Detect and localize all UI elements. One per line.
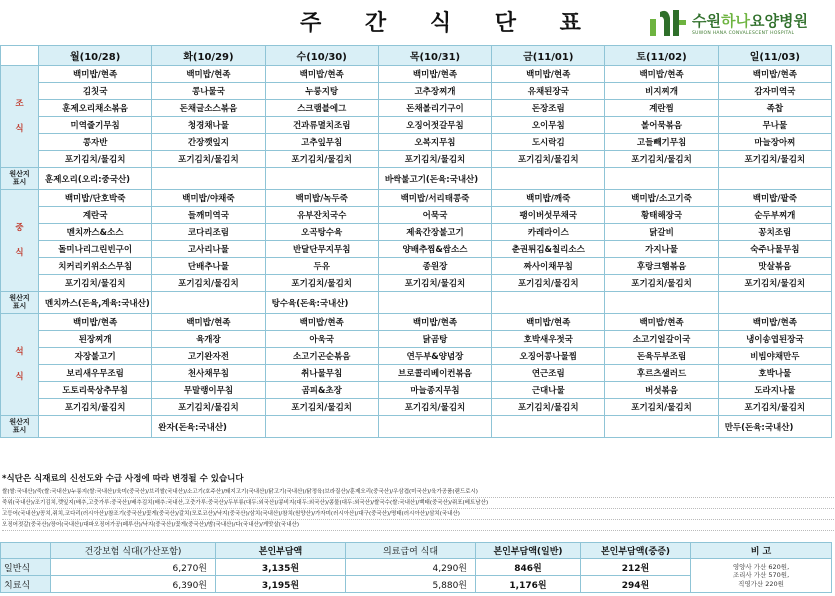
menu-item: 무나물: [718, 117, 831, 134]
menu-item: 된장찌개: [39, 331, 152, 348]
hospital-logo-icon: [648, 8, 688, 38]
day-header: 목(10/31): [378, 46, 491, 66]
page-title: 주 간 식 단 표: [300, 11, 599, 36]
menu-item: 오복지무침: [378, 134, 491, 151]
menu-item: 연두부&양념장: [378, 348, 491, 365]
menu-row: [1, 314, 832, 331]
origin-cell: 바싹불고기(돈육:국내산): [378, 168, 491, 190]
change-notice: *식단은 식재료의 신선도와 수급 사정에 따라 변경될 수 있습니다: [2, 474, 244, 484]
menu-item: 백미밥/서리태콩죽: [378, 190, 491, 207]
day-header-row: [1, 46, 832, 66]
day-header: 일(11/03): [718, 46, 831, 66]
menu-item: 코다리조림: [152, 224, 265, 241]
menu-item: 도토리묵상추무침: [39, 382, 152, 399]
menu-row: [1, 365, 832, 382]
breakfast-label: 조 식: [1, 66, 39, 168]
origin-cell: [265, 168, 378, 190]
menu-item: 고사리나물: [152, 241, 265, 258]
menu-item: 김칫국: [39, 83, 152, 100]
menu-row: [1, 134, 832, 151]
menu-row: [1, 66, 832, 83]
menu-item: 들깨미역국: [152, 207, 265, 224]
menu-item: 닭갈비: [605, 224, 718, 241]
menu-item: 짜사이채무침: [492, 258, 605, 275]
menu-item: 닭곰탕: [378, 331, 491, 348]
menu-item: 순두부찌개: [718, 207, 831, 224]
origin-cell: [605, 416, 718, 438]
menu-item: 무말랭이무침: [152, 382, 265, 399]
fee-row-label: 치료식: [1, 576, 51, 593]
menu-row: [1, 207, 832, 224]
origin-cell: [152, 168, 265, 190]
origin-cell: 만두(돈육:국내산): [718, 416, 831, 438]
menu-item: 콩자반: [39, 134, 152, 151]
origin-line: 오징어젓갈(중국산)/장어(국내산)/대파오징어가공(페루산)/낙지(중국산)/꽃게(중국산)/밤(국내산)/다(국내산)/게맛살(국내산): [2, 520, 834, 531]
origin-line: 죽위(국내산)/조기김치,깻잎지(배추,고춧가루:중국산)/배추김치(배추:국내산,고춧가루:중국산)/두부류(대두:외국산)/콩비지(대두:외국산)/콩물(대두:외국산)/쌀국수(쌀:국내산)/백태(중국산)/쥐포(베트남산): [2, 498, 834, 509]
menu-item: 소고기얼갈이국: [605, 331, 718, 348]
origin-cell: [718, 168, 831, 190]
menu-item: 포기김치/물김치: [265, 399, 378, 416]
fee-cell: 294원: [581, 576, 691, 593]
menu-item: 돌미나리그린빈구이: [39, 241, 152, 258]
origin-cell: [718, 292, 831, 314]
menu-item: 미역줄기무침: [39, 117, 152, 134]
menu-row: [1, 224, 832, 241]
origin-row: [1, 168, 832, 190]
menu-item: 브로콜리베이컨볶음: [378, 365, 491, 382]
day-header: 토(11/02): [605, 46, 718, 66]
menu-item: 후랑크햄볶음: [605, 258, 718, 275]
menu-item: 고들빼기무침: [605, 134, 718, 151]
menu-item: 백미밥/깨죽: [492, 190, 605, 207]
meal-fee-table: [0, 542, 832, 593]
menu-item: 가지나물: [605, 241, 718, 258]
menu-item: 호박나물: [718, 365, 831, 382]
menu-item: 황태해장국: [605, 207, 718, 224]
fee-row-label: 일반식: [1, 559, 51, 576]
menu-item: 감자미역국: [718, 83, 831, 100]
menu-item: 포기김치/물김치: [378, 151, 491, 168]
menu-item: 청경채나물: [152, 117, 265, 134]
origin-header: 원산지 표시: [1, 168, 39, 190]
menu-item: 팽이버섯무채국: [492, 207, 605, 224]
menu-item: 백미밥/녹두죽: [265, 190, 378, 207]
fee-cell: 212원: [581, 559, 691, 576]
fee-remark: 영양사 가산 620원, 조리사 가산 570원, 직영가산 220원: [691, 559, 832, 593]
menu-item: 스크램블에그: [265, 100, 378, 117]
menu-item: 포기김치/물김치: [39, 399, 152, 416]
menu-item: 백미밥/단호박죽: [39, 190, 152, 207]
origin-header: 원산지 표시: [1, 292, 39, 314]
origin-line: 쌀(쌀:국내산)/죽(쌀:국내산)/누룽지(쌀:국내산)/육미(중국산)/브리쌀(국내산)/소고기(호주산)/돼지고기(국내산)/닭고기(국내산)/닭정육(브라질산)/훈제오리(중국산)/우삼겹(미국산)/육가공품(랜드로시): [2, 487, 834, 498]
menu-item: 유부잔치국수: [265, 207, 378, 224]
origin-cell: 탕수육(돈육:국내산): [265, 292, 378, 314]
menu-item: 근대나물: [492, 382, 605, 399]
fee-cell: 3,135원: [216, 559, 346, 576]
menu-item: 계란국: [39, 207, 152, 224]
menu-row: [1, 382, 832, 399]
menu-item: 간장깻잎지: [152, 134, 265, 151]
menu-item: 오곡탕수육: [265, 224, 378, 241]
origin-cell: [265, 416, 378, 438]
menu-item: 백미밥/현족: [378, 314, 491, 331]
menu-item: 비지찌개: [605, 83, 718, 100]
menu-row: [1, 151, 832, 168]
menu-item: 소고기곤순볶음: [265, 348, 378, 365]
menu-item: 백미밥/현족: [39, 66, 152, 83]
menu-row: [1, 258, 832, 275]
menu-item: 백미밥/현족: [718, 66, 831, 83]
origin-cell: [492, 416, 605, 438]
menu-row: [1, 100, 832, 117]
menu-item: 포기김치/물김치: [378, 399, 491, 416]
menu-row: [1, 331, 832, 348]
menu-item: 연근조림: [492, 365, 605, 382]
origin-cell: [378, 292, 491, 314]
menu-item: 포기김치/물김치: [265, 151, 378, 168]
menu-item: 백미밥/현족: [605, 66, 718, 83]
lunch-label: 중 식: [1, 190, 39, 292]
menu-item: 유채된장국: [492, 83, 605, 100]
menu-item: 육개장: [152, 331, 265, 348]
ingredient-origin-list: [2, 487, 834, 531]
menu-item: 백미밥/현족: [152, 66, 265, 83]
fee-cell: 4,290원: [346, 559, 476, 576]
menu-item: 백미밥/소고기죽: [605, 190, 718, 207]
origin-cell: 완자(돈육:국내산): [152, 416, 265, 438]
menu-item: 비빔야채만두: [718, 348, 831, 365]
origin-header: 원산지 표시: [1, 416, 39, 438]
menu-item: 냉이송엽된장국: [718, 331, 831, 348]
menu-item: 반달단무지무침: [265, 241, 378, 258]
menu-item: 콩나물국: [152, 83, 265, 100]
menu-item: 포기김치/물김치: [492, 399, 605, 416]
fee-header: 비 고: [691, 543, 832, 559]
menu-item: 누룽지탕: [265, 83, 378, 100]
menu-item: 버섯볶음: [605, 382, 718, 399]
menu-item: 멘치까스&소스: [39, 224, 152, 241]
fee-cell: 846원: [476, 559, 581, 576]
menu-item: 카레라이스: [492, 224, 605, 241]
menu-item: 곰피&초장: [265, 382, 378, 399]
menu-item: 돈장조림: [492, 100, 605, 117]
origin-cell: [152, 292, 265, 314]
menu-item: 자장불고기: [39, 348, 152, 365]
fee-cell: 3,195원: [216, 576, 346, 593]
fee-cell: 6,270원: [51, 559, 216, 576]
menu-item: 취나물무침: [265, 365, 378, 382]
menu-item: 포기김치/물김치: [492, 275, 605, 292]
fee-header: 의료급여 식대: [346, 543, 476, 559]
menu-item: 천사채무침: [152, 365, 265, 382]
menu-item: 도시락김: [492, 134, 605, 151]
menu-item: 백미밥/팥죽: [718, 190, 831, 207]
menu-item: 보리새우무조림: [39, 365, 152, 382]
menu-item: 볼어묵볶음: [605, 117, 718, 134]
menu-item: 오징어젓갈무침: [378, 117, 491, 134]
menu-item: 치커리키위소스무침: [39, 258, 152, 275]
menu-item: 백미밥/현족: [605, 314, 718, 331]
fee-header: 본인부담액(일반): [476, 543, 581, 559]
menu-item: 춘권튀김&칠리소스: [492, 241, 605, 258]
menu-item: 아욱국: [265, 331, 378, 348]
menu-item: 포기김치/물김치: [605, 399, 718, 416]
hospital-name-english: SUWON HANA CONVALESCENT HOSPITAL: [692, 31, 795, 36]
menu-item: 훈제오리채소볶음: [39, 100, 152, 117]
menu-item: 돈육두부조림: [605, 348, 718, 365]
origin-cell: 훈제오리(오리:중국산): [39, 168, 152, 190]
menu-item: 포기김치/물김치: [605, 275, 718, 292]
menu-item: 고추잎무침: [265, 134, 378, 151]
menu-item: 포기김치/물김치: [39, 151, 152, 168]
corner-cell: [1, 46, 39, 66]
menu-item: 족찹: [718, 100, 831, 117]
menu-item: 도라지나물: [718, 382, 831, 399]
menu-item: 백미밥/현족: [265, 314, 378, 331]
fee-header-row: [1, 543, 832, 559]
menu-row: [1, 83, 832, 100]
menu-item: 백미밥/현족: [492, 314, 605, 331]
hospital-name: 수원하나요양병원: [692, 12, 808, 30]
menu-item: 포기김치/물김치: [605, 151, 718, 168]
menu-row: [1, 275, 832, 292]
menu-item: 고기완자전: [152, 348, 265, 365]
menu-item: 포기김치/물김치: [152, 275, 265, 292]
menu-item: 고추장찌개: [378, 83, 491, 100]
menu-item: 단배추나물: [152, 258, 265, 275]
menu-item: 백미밥/현족: [378, 66, 491, 83]
menu-item: 백미밥/야채죽: [152, 190, 265, 207]
menu-row: [1, 399, 832, 416]
day-header: 수(10/30): [265, 46, 378, 66]
menu-item: 맛살볶음: [718, 258, 831, 275]
origin-row: [1, 416, 832, 438]
menu-item: 숙주나물무침: [718, 241, 831, 258]
menu-item: 호박새우젓국: [492, 331, 605, 348]
origin-cell: [492, 292, 605, 314]
weekly-menu-table: [0, 45, 832, 438]
menu-row: [1, 241, 832, 258]
menu-item: 오징어콩나물찜: [492, 348, 605, 365]
menu-item: 포기김치/물김치: [152, 399, 265, 416]
origin-cell: [378, 416, 491, 438]
day-header: 화(10/29): [152, 46, 265, 66]
menu-item: 백미밥/현족: [265, 66, 378, 83]
menu-item: 포기김치/물김치: [718, 151, 831, 168]
menu-item: 종원장: [378, 258, 491, 275]
menu-item: 두유: [265, 258, 378, 275]
menu-item: 돈채글소스볶음: [152, 100, 265, 117]
day-header: 금(11/01): [492, 46, 605, 66]
origin-line: 고등어(국내산)/꽁치,쥐치,코다리(러시아산)/참조기(중국산)/꽃게(중국산)/갈치(모로코산)/낙지(중국산)/삼치(국내산)/참치(원양산)/가자미(러시아산)/대구(중국산)/명태(러시아산)/삼치(국내산): [2, 509, 834, 520]
hospital-logo: [648, 6, 833, 42]
menu-item: 백미밥/현족: [718, 314, 831, 331]
menu-row: [1, 348, 832, 365]
fee-row: [1, 559, 832, 576]
fee-cell: 6,390원: [51, 576, 216, 593]
origin-cell: [492, 168, 605, 190]
menu-item: 후르츠샐러드: [605, 365, 718, 382]
origin-cell: 멘치까스(돈육,계육:국내산): [39, 292, 152, 314]
fee-header: 본인부담액: [216, 543, 346, 559]
fee-header: 본인부담액(중증): [581, 543, 691, 559]
dinner-label: 석 식: [1, 314, 39, 416]
menu-item: 포기김치/물김치: [39, 275, 152, 292]
menu-item: 제육간장불고기: [378, 224, 491, 241]
menu-item: 건과류멸치조림: [265, 117, 378, 134]
menu-item: 포기김치/물김치: [492, 151, 605, 168]
menu-item: 포기김치/물김치: [378, 275, 491, 292]
day-header: 월(10/28): [39, 46, 152, 66]
menu-row: [1, 190, 832, 207]
menu-item: 포기김치/물김치: [152, 151, 265, 168]
menu-item: 양배추찜&쌈소스: [378, 241, 491, 258]
fee-cell: 5,880원: [346, 576, 476, 593]
origin-cell: [605, 168, 718, 190]
menu-row: [1, 117, 832, 134]
menu-item: 마늘종지무침: [378, 382, 491, 399]
menu-item: 오이무침: [492, 117, 605, 134]
menu-item: 어묵국: [378, 207, 491, 224]
menu-item: 마늘장아찌: [718, 134, 831, 151]
menu-item: 백미밥/현족: [39, 314, 152, 331]
origin-cell: [605, 292, 718, 314]
menu-item: 계란찜: [605, 100, 718, 117]
menu-item: 꽁치조림: [718, 224, 831, 241]
menu-item: 백미밥/현족: [152, 314, 265, 331]
origin-row: [1, 292, 832, 314]
menu-item: 포기김치/물김치: [265, 275, 378, 292]
menu-item: 포기김치/물김치: [718, 275, 831, 292]
fee-cell: 1,176원: [476, 576, 581, 593]
fee-corner: [1, 543, 51, 559]
origin-cell: [39, 416, 152, 438]
menu-item: 돈채볼리기구이: [378, 100, 491, 117]
fee-header: 건강보험 식대(가산포함): [51, 543, 216, 559]
menu-item: 백미밥/현족: [492, 66, 605, 83]
menu-item: 포기김치/물김치: [718, 399, 831, 416]
